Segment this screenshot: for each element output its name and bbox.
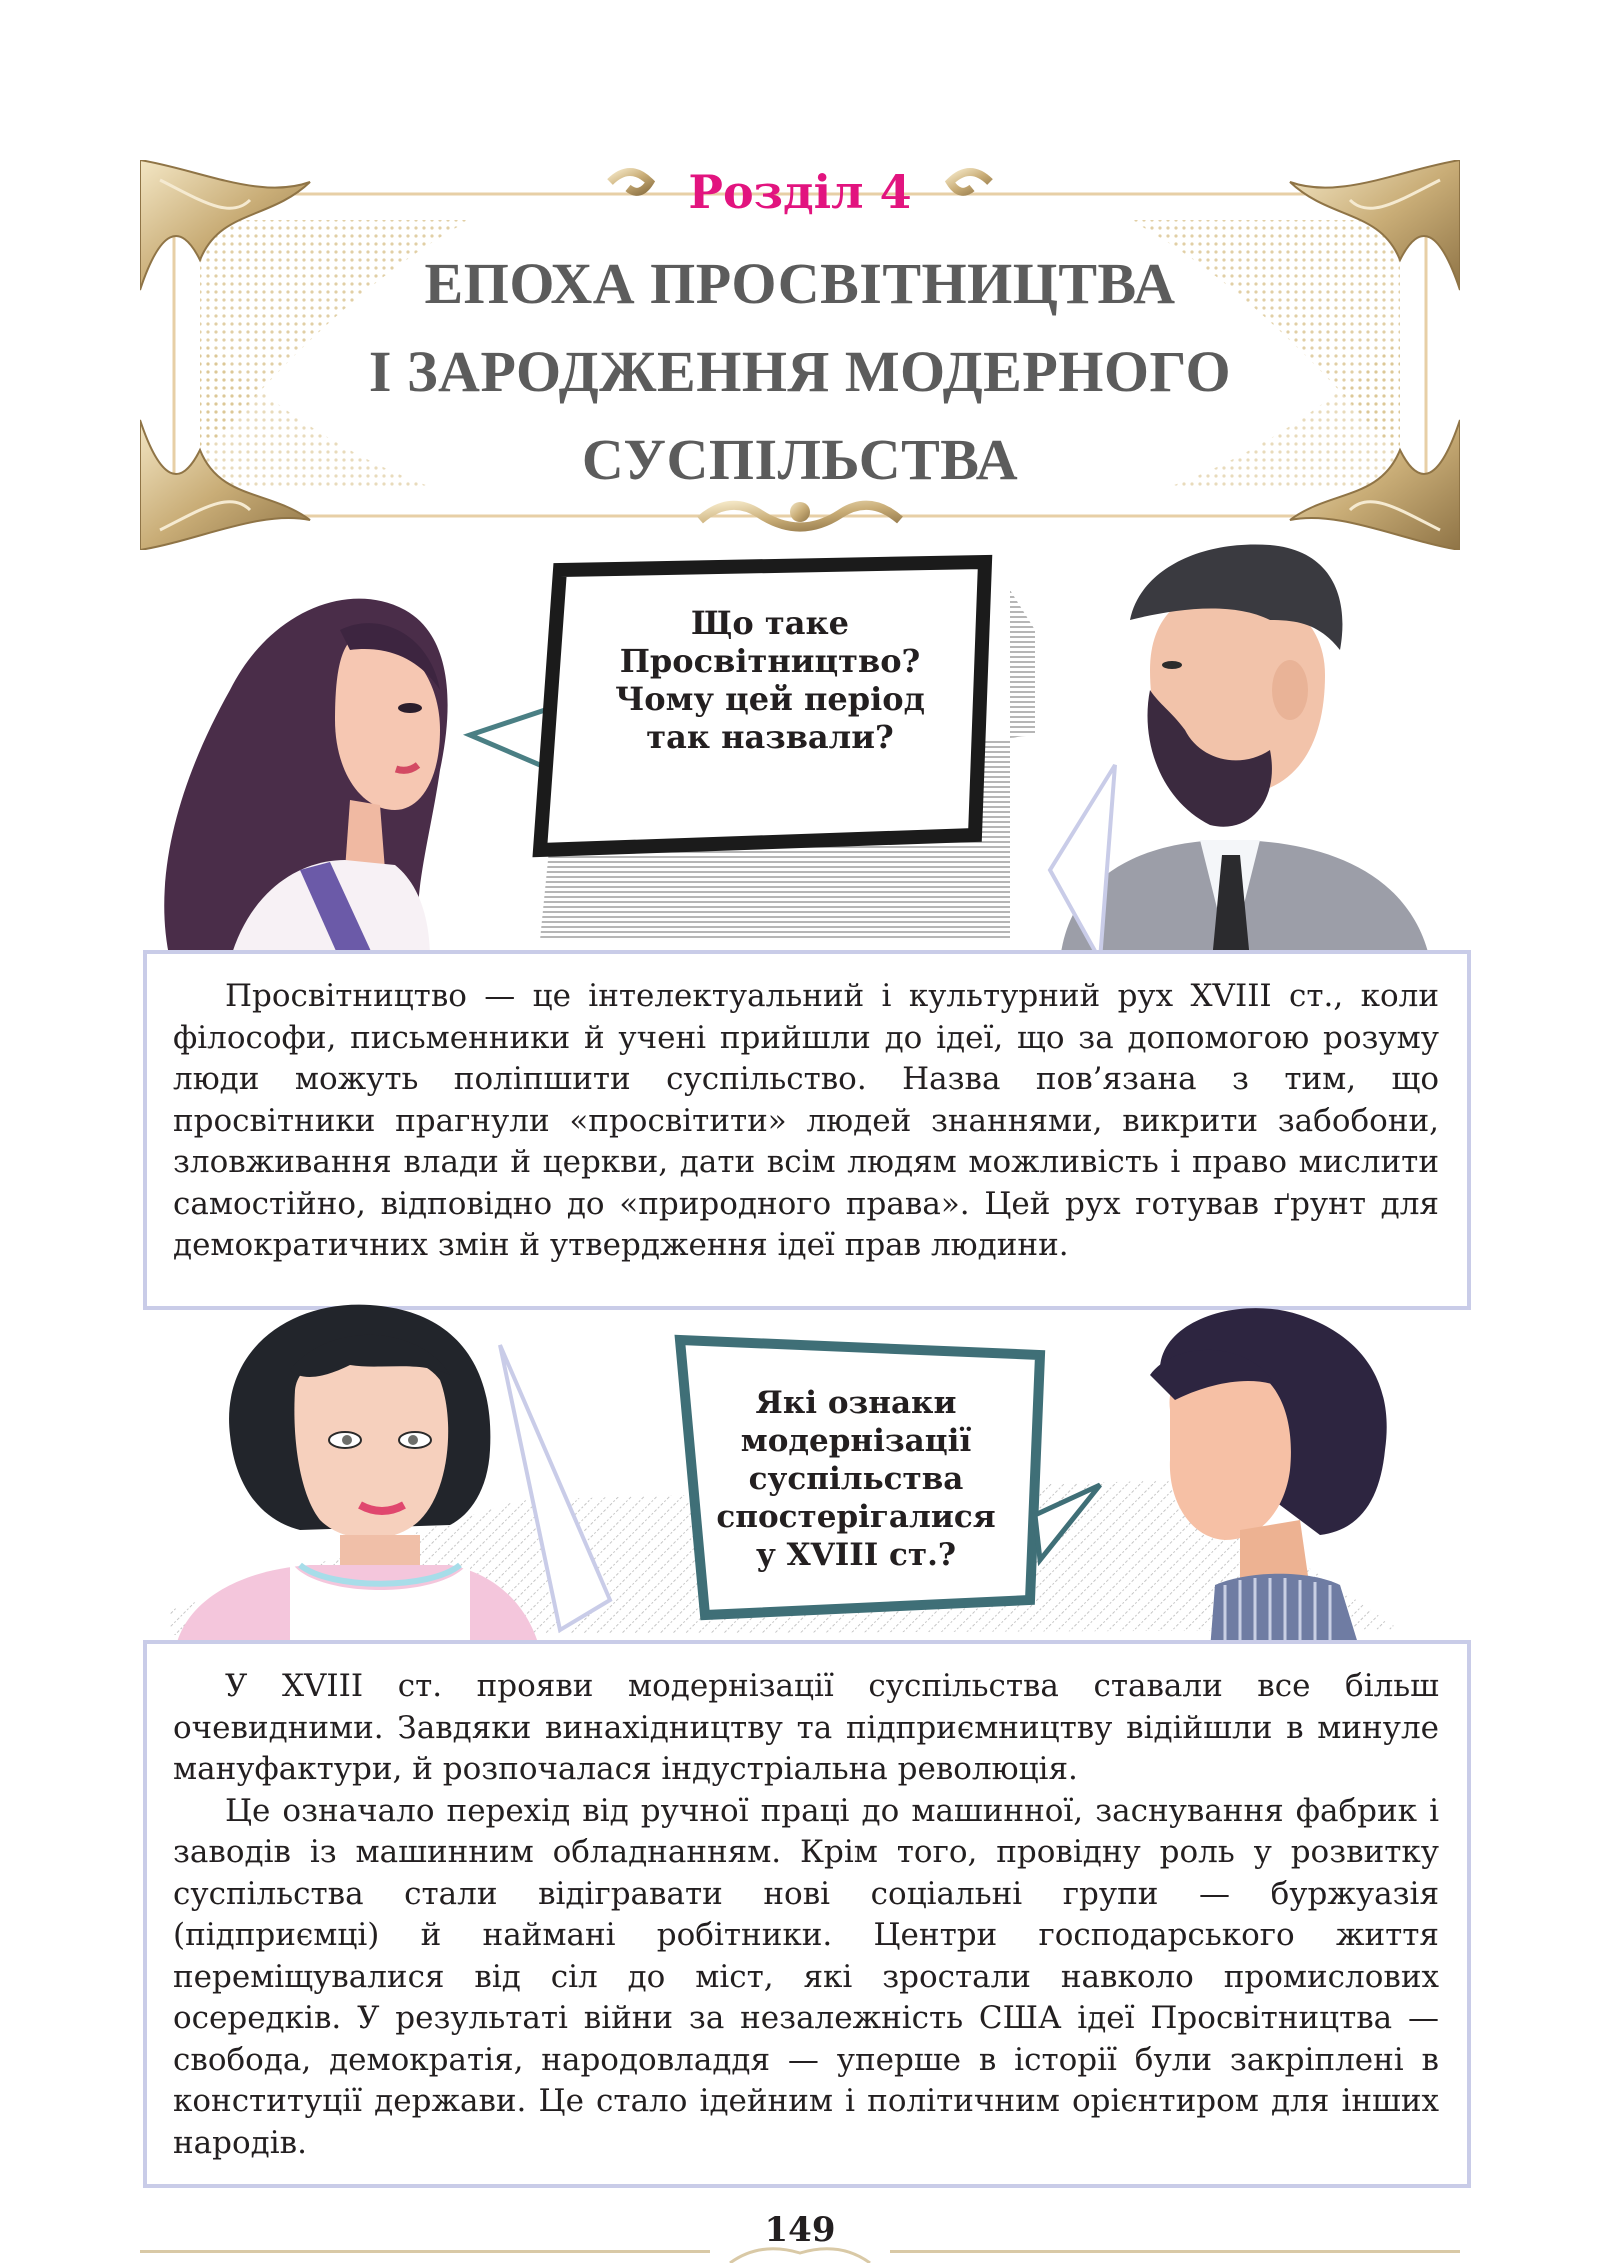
answer-box-1 <box>143 950 1471 1310</box>
question-line: модернізації <box>740 1423 972 1459</box>
question-line: Які ознаки <box>755 1385 957 1421</box>
answer-paragraph: У XVIII ст. прояви модернізації суспільства ставали все більш очевидними. Завдяки винахідництву та підприємництву відійшли в минуле мануфактури, й розпочалася індустріальна революція. <box>173 1668 1439 1787</box>
question-line: суспільства <box>748 1461 964 1497</box>
chapter-title-line: СУСПІЛЬСТВА <box>581 427 1019 492</box>
woman-short-hair-illustration <box>175 1305 540 1650</box>
answer-paragraph: Це означало перехід від ручної праці до машинної, заснування фабрик і заводів із машинним обладнанням. Крім того, провідну роль у розвитку суспільства стали відігравати нові соціальні групи — буржуазія (підприємці) й наймані робітники. Центри господарського життя переміщувалися від сіл до міст, які зростали навколо промислових осередків. У результаті війни за незалежність США ідеї Просвітництва — свобода, демократія, народовладдя — уперше в історії були закріплені в конституції держави. Це стало ідейним і політичним орієнтиром для інших народів. <box>173 1792 1439 2161</box>
bearded-man-illustration <box>1060 544 1430 960</box>
section-label: Розділ 4 <box>688 165 912 219</box>
question-line: так назвали? <box>646 718 894 756</box>
question-line: Просвітництво? <box>619 642 921 680</box>
question-line: Чому цей період <box>615 680 925 718</box>
chapter-title <box>0 240 1600 504</box>
chapter-title-line: ЕПОХА ПРОСВІТНИЦТВА <box>424 251 1176 316</box>
question-bubble-1 <box>600 604 940 756</box>
answer-paragraph: Просвітництво — це інтелектуальний і культурний рух XVIII ст., коли філософи, письменники й учені прийшли до ідеї, що за допомогою розуму люди можуть поліпшити суспільство. Назва пов’язана з тим, що просвітники прагнули «просвітити» людей знаннями, викрити забобони, зловживання влади й церкви, дати всім людям можливість і право мислити самостійно, відповідно до «природного права». Цей рух готував ґрунт для демократичних змін й утвердження ідеї прав людини. <box>173 978 1439 1263</box>
woman-long-hair-illustration <box>164 599 447 960</box>
chapter-title-line: І ЗАРОДЖЕННЯ МОДЕРНОГО <box>368 339 1232 404</box>
question-bubble-2 <box>706 1384 1006 1574</box>
question-line: Що таке <box>691 604 849 642</box>
answer-box-2 <box>143 1640 1471 2188</box>
page-number: 149 <box>764 2210 836 2250</box>
question-line: у XVIII ст.? <box>755 1537 957 1573</box>
question-line: спостерігалися <box>716 1499 996 1535</box>
footer-rule-left <box>140 2250 710 2253</box>
footer-rule-right <box>890 2250 1460 2253</box>
